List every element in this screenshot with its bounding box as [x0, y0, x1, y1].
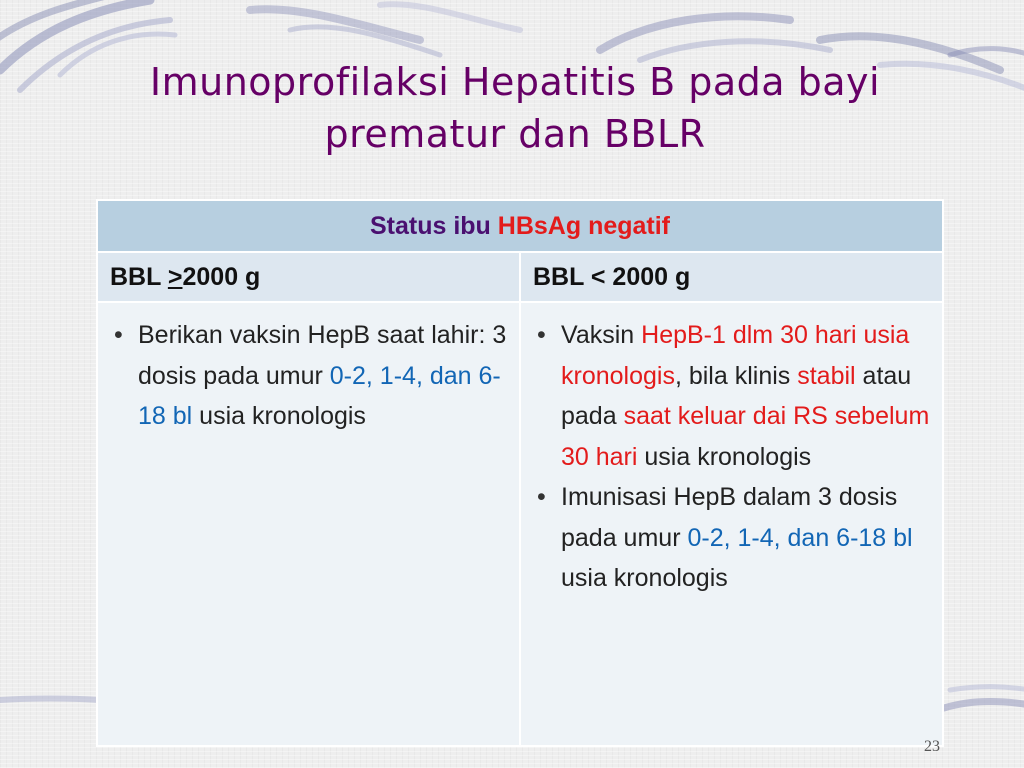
column-2-list: [531, 315, 932, 599]
column-header-bbl-under-2000: BBL < 2000 g: [520, 252, 943, 302]
column-2-content: [520, 302, 943, 746]
text-segment: usia kronologis: [561, 564, 728, 592]
text-segment: , bila klinis: [674, 361, 798, 390]
text-segment: Imunisasi HepB dalam 3 dosis pada umur: [561, 483, 898, 552]
column-header-bbl-over-2000: [97, 252, 520, 302]
text-segment-blue: 0-2, 1-4, dan 6-18 bl: [687, 523, 913, 552]
col1-header-symbol: >: [167, 262, 183, 291]
text-segment-red: HepB-1 dlm 30 hari usia kronologis: [561, 321, 910, 390]
page-number: 23: [924, 738, 940, 755]
text-segment-blue: 0-2, 1-4, dan 6-18 bl: [138, 361, 501, 430]
text-segment-red: stabil: [797, 361, 856, 390]
text-segment: usia kronologis: [192, 402, 366, 430]
header-prefix: Status ibu: [369, 211, 498, 240]
col1-header-prefix: BBL: [110, 262, 168, 291]
slide-title-line-1: Imunoprofilaksi Hepatitis B pada bayi: [149, 60, 881, 104]
col1-header-suffix: 2000 g: [182, 262, 261, 291]
immunoprophylaxis-table: [96, 199, 944, 747]
text-segment: Vaksin: [561, 321, 642, 349]
slide-title: [60, 56, 970, 160]
text-segment-red: saat keluar dai RS sebelum 30 hari: [561, 402, 930, 471]
header-highlight: HBsAg negatif: [497, 211, 671, 240]
list-item: [108, 315, 509, 437]
column-1-list: [108, 315, 509, 437]
slide-title-line-2: prematur dan BBLR: [324, 112, 706, 156]
list-item: [531, 315, 932, 477]
column-1-content: [97, 302, 520, 746]
table-header-status: [97, 200, 943, 252]
text-segment: usia kronologis: [637, 442, 812, 471]
text-segment: atau pada: [561, 361, 912, 430]
list-item: [531, 477, 932, 599]
text-segment: Berikan vaksin HepB saat lahir: 3 dosis pada umur: [138, 321, 507, 390]
